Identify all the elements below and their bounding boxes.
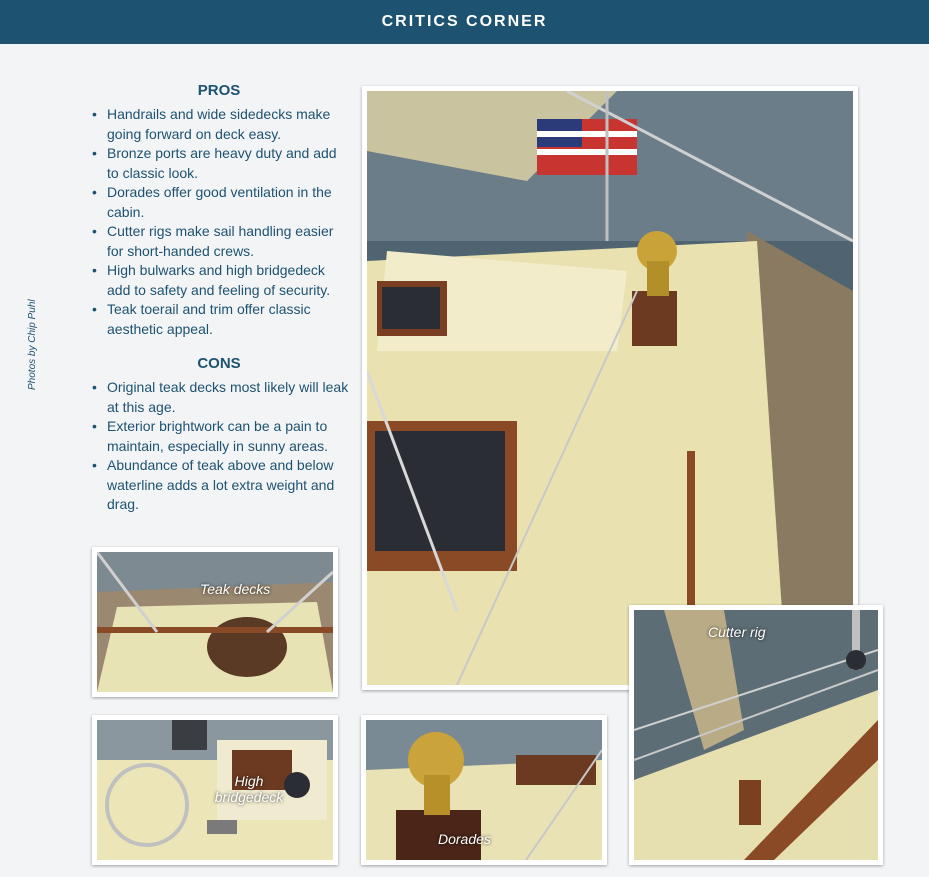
cons-heading: CONS [197,355,241,372]
pros-item: • Teak toerail and trim offer classic aesthetic appeal. [88,300,350,339]
teak-decks-image [97,552,333,692]
pros-cons-column [88,82,350,531]
pros-item: • High bulwarks and high bridgedeck add to safety and feeling of security. [88,261,350,300]
pros-list [88,105,350,339]
teak-decks-photo [92,547,338,697]
pros-item: • Handrails and wide sidedecks make going forward on deck easy. [88,105,350,144]
pros-heading: PROS [197,82,241,99]
cons-item: • Original teak decks most likely will leak at this age. [88,378,350,417]
high-bridgedeck-caption-line2: bridgedeck [214,789,284,805]
cutter-rig-photo [629,605,883,865]
deck-main-image [367,91,853,685]
high-bridgedeck-caption [204,773,294,805]
pros-item: • Dorades offer good ventilation in the cabin. [88,183,350,222]
photo-credit: Photos by Chip Puhl [27,299,38,390]
pros-item: • Bronze ports are heavy duty and add to classic look. [88,144,350,183]
header-banner [0,0,929,44]
cons-item: • Abundance of teak above and below waterline adds a lot extra weight and drag. [88,456,350,515]
cutter-rig-caption: Cutter rig [708,624,766,640]
dorades-photo [361,715,607,865]
cutter-rig-image [634,610,878,860]
high-bridgedeck-caption-line1: High [234,773,264,789]
deck-main-photo [362,86,858,690]
pros-item: • Cutter rigs make sail handling easier for short-handed crews. [88,222,350,261]
high-bridgedeck-photo [92,715,338,865]
teak-decks-caption: Teak decks [200,581,271,597]
page-title: CRITICS CORNER [381,13,548,30]
dorades-caption: Dorades [438,831,491,847]
cons-item: • Exterior brightwork can be a pain to maintain, especially in sunny areas. [88,417,350,456]
cons-list [88,378,350,515]
